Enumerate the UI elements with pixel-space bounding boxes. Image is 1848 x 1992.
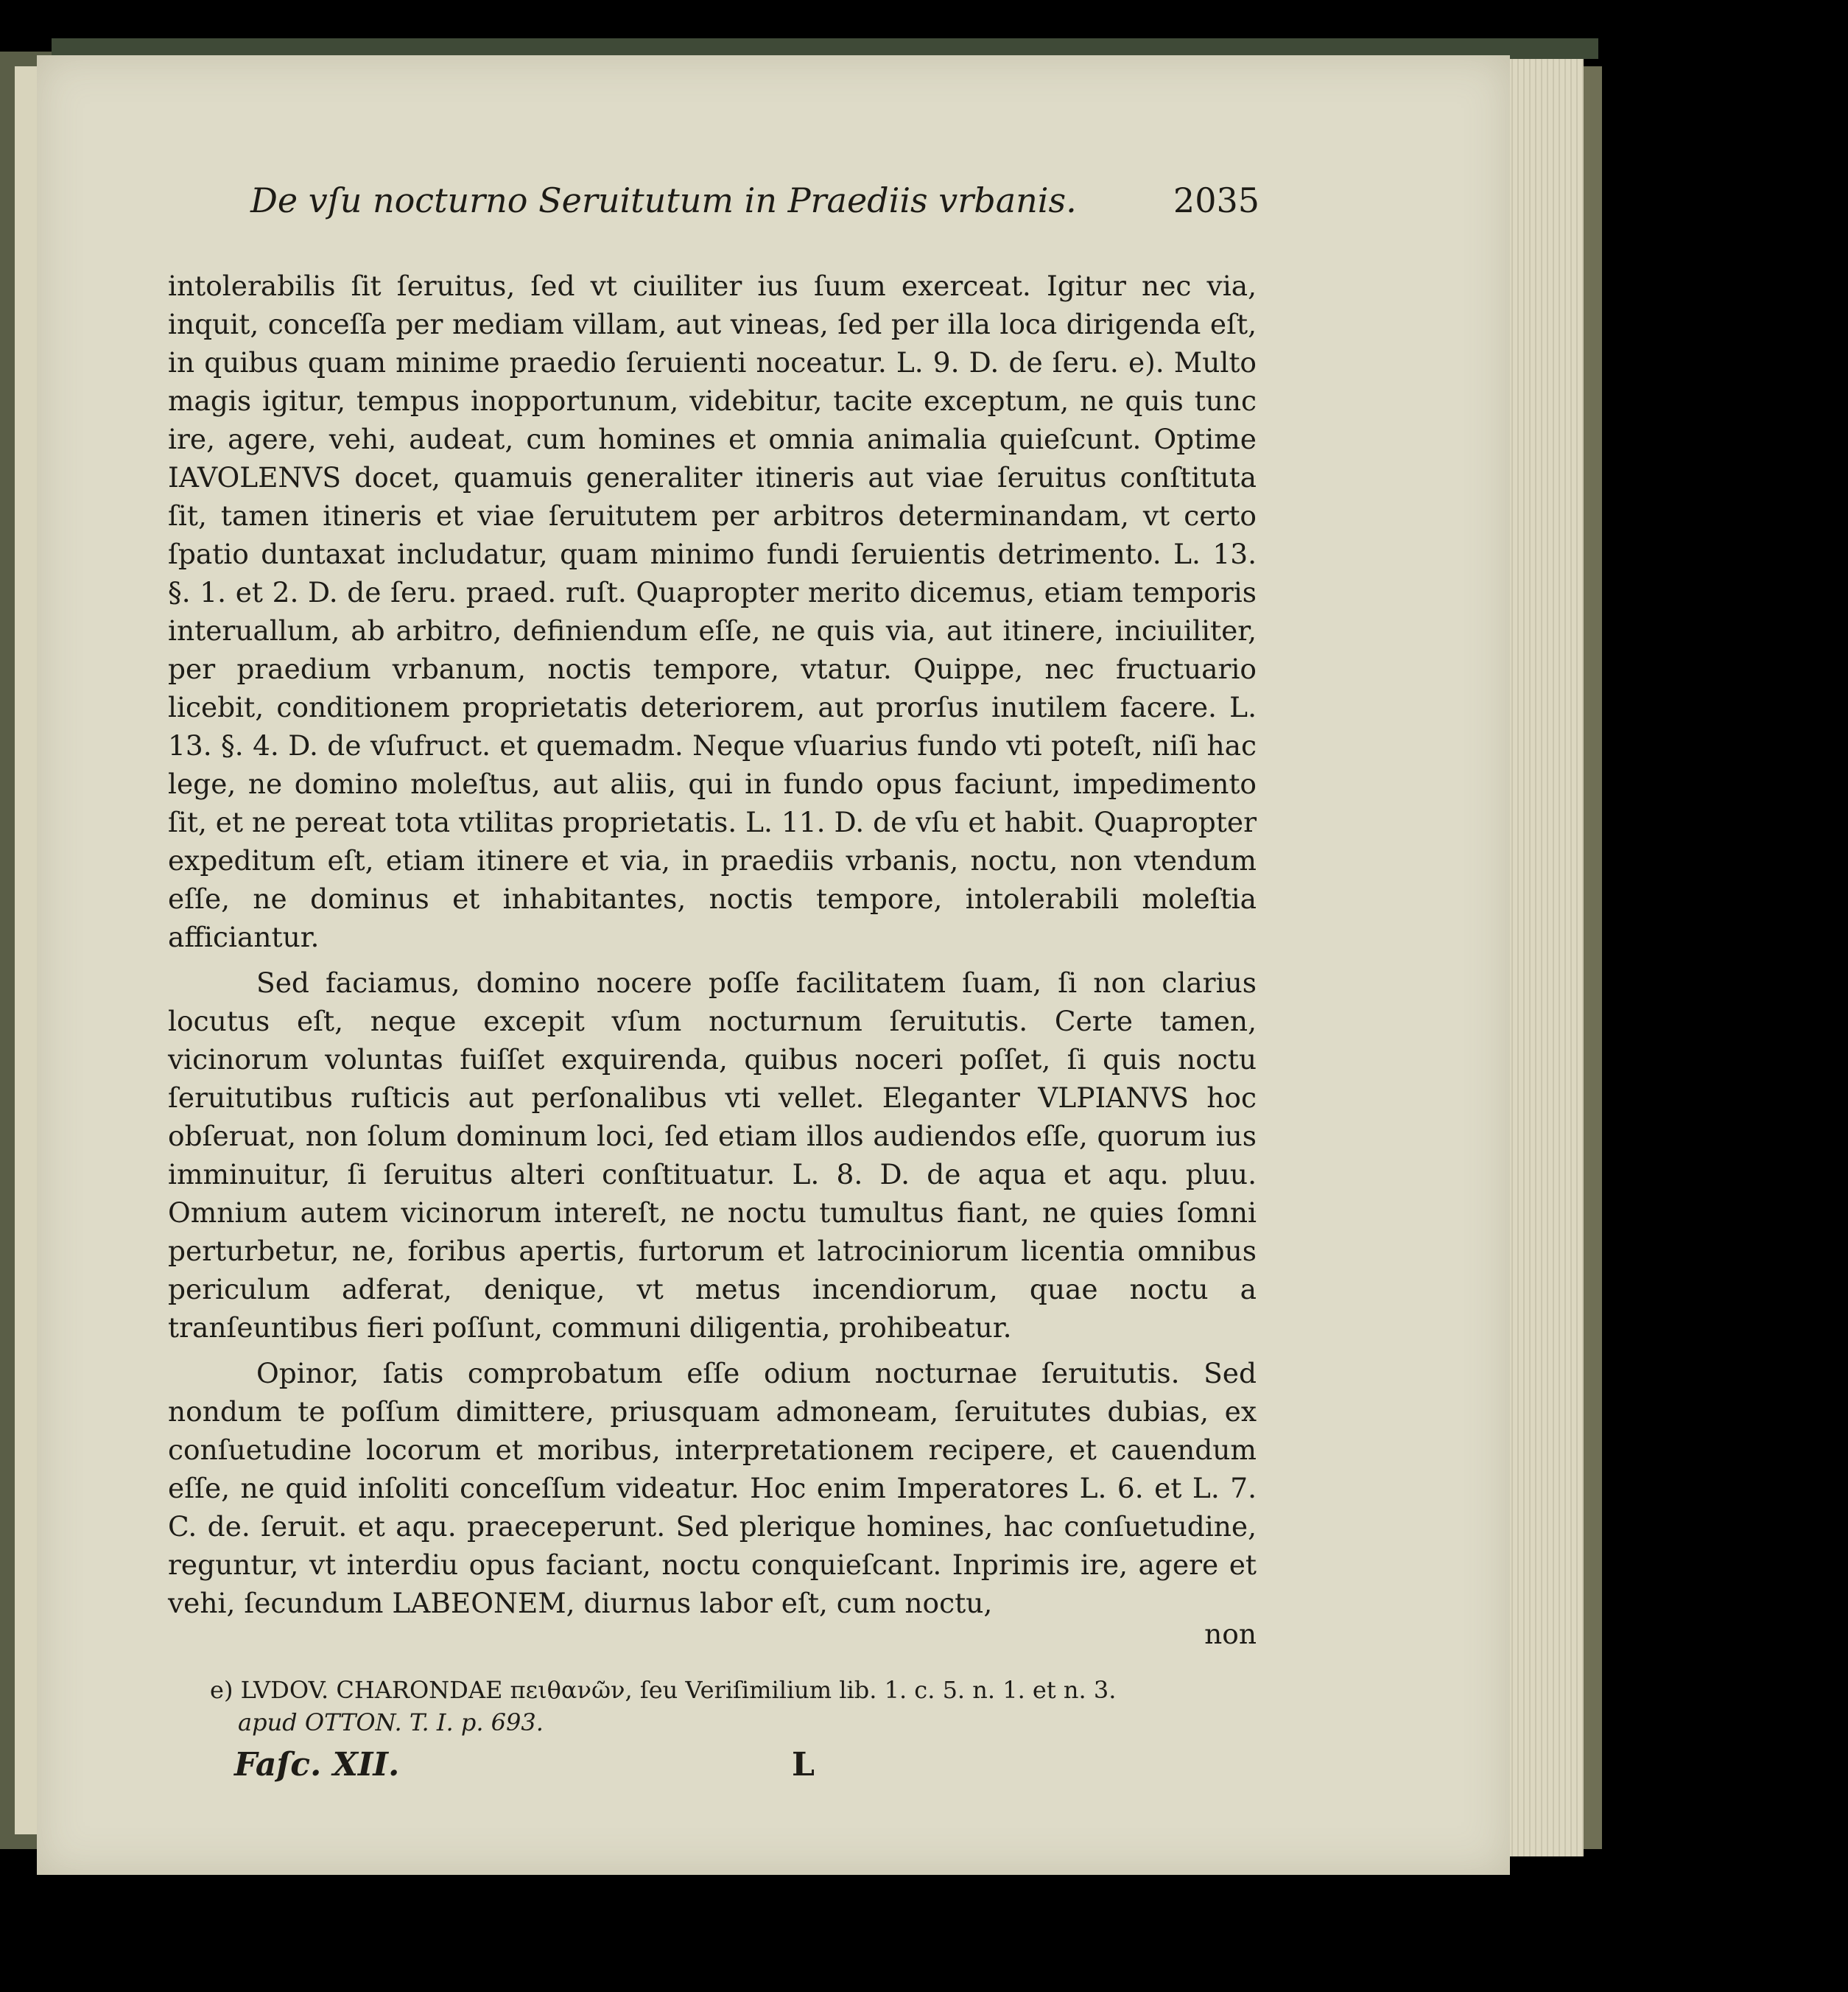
- running-title: De vſu nocturno Seruitutum in Praediis vrbanis.: [250, 180, 1077, 220]
- paragraph-1: intolerabilis ſit ſeruitus, ſed vt ciuiliter ius ſuum exerceat. Igitur nec via, inquit, conceſſa per mediam villam, aut vineas, ſed per illa loca dirigenda eſt, in quibus quam minime praedio ſeruienti noceatur. L. 9. D. de ſeru. e). Multo magis igitur, tempus inopportunum, videbitur, tacite exceptum, ne quis tunc ire, agere, vehi, audeat, cum homines et omnia animalia quieſcunt. Optime IAVOLENVS docet, quamuis generaliter itineris aut viae ſeruitus conſtituta ſit, tamen itineris et viae ſeruitutem per arbitros determinandam, vt certo ſpatio duntaxat includatur, quam minimo fundi ſeruientis detrimento. L. 13. §. 1. et 2. D. de ſeru. praed. ruſt. Quapropter merito dicemus, etiam temporis interuallum, ab arbitro, definiendum eſſe, ne quis via, aut itinere, inciuiliter, per praedium vrbanum, noctis tempore, vtatur. Quippe, nec fructuario licebit, conditionem proprietatis deteriorem, aut prorſus inutilem facere. L. 13. §. 4. D. de vſufruct. et quemadm. Neque vſuarius fundo vti poteſt, niſi hac lege, ne domino moleſtus, aut aliis, qui in fundo opus faciunt, impedimento ſit, et ne pereat tota vtilitas proprietatis. L. 11. D. de vſu et habit. Quapropter expeditum eſt, etiam itinere et via, in praediis vrbanis, noctu, non vtendum eſſe, ne dominus et inhabitantes, noctis tempore, intolerabili moleſtia afficiantur.: [168, 270, 1257, 953]
- footnote-line-2: apud OTTON. T. I. p. 693.: [238, 1708, 544, 1736]
- footnote: [210, 1674, 1263, 1739]
- signature-letter: L: [792, 1746, 815, 1784]
- body-text: [168, 267, 1257, 1622]
- footnote-line-1: e) LVDOV. CHARONDAE πειθανῶν, ſeu Veriſimilium lib. 1. c. 5. n. 1. et n. 3.: [210, 1676, 1117, 1704]
- signature-mark: Faſc. XII.: [234, 1746, 400, 1784]
- page-number: 2035: [1173, 180, 1259, 220]
- catchword: non: [1204, 1618, 1257, 1650]
- running-header: [250, 180, 1259, 220]
- paragraph-3: Opinor, ſatis comprobatum eſſe odium nocturnae ſeruitutis. Sed nondum te poſſum dimittere, priusquam admoneam, ſeruitutes dubias, ex conſuetudine locorum et moribus, interpretationem recipere, et cauendum eſſe, ne quid inſoliti conceſſum videatur. Hoc enim Imperatores L. 6. et L. 7. C. de. ſeruit. et aqu. praeceperunt. Sed plerique homines, hac conſuetudine, reguntur, vt interdiu opus faciant, noctu conquieſcant. Inprimis ire, agere et vehi, ſecundum LABEONEM, diurnus labor eſt, cum noctu,: [168, 1357, 1257, 1619]
- paragraph-2: Sed faciamus, domino nocere poſſe facilitatem ſuam, ſi non clarius locutus eſt, neque excepit vſum nocturnum ſeruitutis. Certe tamen, vicinorum voluntas fuiſſet exquirenda, quibus noceri poſſet, ſi quis noctu ſeruitutibus ruſticis aut perſonalibus vti vellet. Eleganter VLPIANVS hoc obſeruat, non ſolum dominum loci, ſed etiam illos audiendos eſſe, quorum ius imminuitur, ſi ſeruitus alteri conſtituatur. L. 8. D. de aqua et aqu. pluu. Omnium autem vicinorum intereſt, ne noctu tumultus fiant, ne quies ſomni perturbetur, ne, foribus apertis, furtorum et latrociniorum licentia omnibus periculum adferat, denique, vt metus incendiorum, quae noctu a tranſeuntibus fieri poſſunt, communi diligentia, prohibeatur.: [168, 967, 1257, 1344]
